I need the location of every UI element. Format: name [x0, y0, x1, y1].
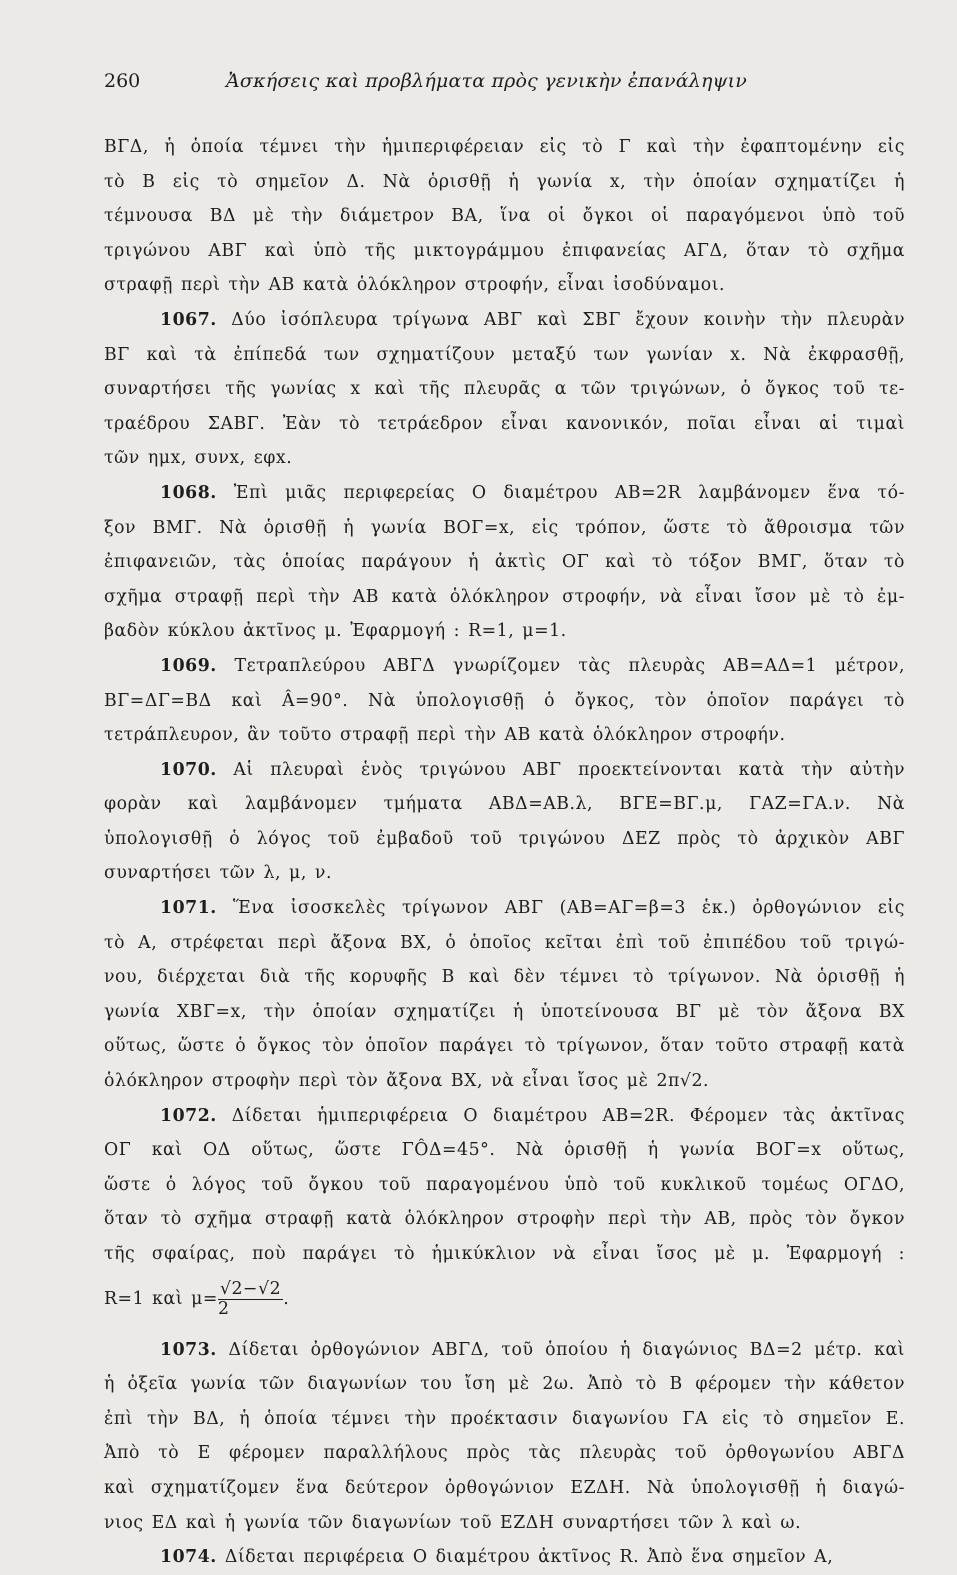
- text-line: ἐπιφανειῶν, τὰς ὁποίας παράγουν ἡ ἀκτὶς ΟΓ καὶ τὸ τόξον ΒΜΓ, ὅταν τὸ: [104, 552, 905, 573]
- problem-number: 1068.: [160, 482, 217, 503]
- problem-number: 1069.: [160, 655, 217, 676]
- text-line: συναρτήσει τῶν λ, μ, ν.: [104, 863, 333, 884]
- text-line: ἡ ὀξεῖα γωνία τῶν διαγωνίων του ἴση μὲ 2ω. Ἀπὸ τὸ Β φέρομεν τὴν κάθετον: [104, 1374, 905, 1395]
- text-line: βαδὸν κύκλου ἀκτῖνος μ. Ἐφαρμογή : R=1, μ=1.: [104, 621, 567, 642]
- text-line: ἐπὶ τὴν ΒΔ, ἡ ὁποία τέμνει τὴν προέκτασιν διαγωνίου ΓΑ εἰς τὸ σημεῖον Ε.: [104, 1408, 905, 1429]
- text-line: ὁλόκληρον στροφὴν περὶ τὸν ἄξονα ΒΧ, νὰ εἶναι ἴσος μὲ 2π√2.: [104, 1071, 710, 1092]
- continuation-paragraph: [104, 130, 905, 303]
- problem-number: 1071.: [160, 898, 217, 919]
- problem-number: 1074.: [160, 1547, 217, 1568]
- formula-lhs: R=1 καὶ μ=: [104, 1288, 218, 1309]
- problem-1070: [104, 753, 905, 891]
- page-header: [104, 70, 905, 108]
- problem-number: 1072.: [160, 1105, 217, 1126]
- text-line: ὑπολογισθῇ ὁ λόγος τοῦ ἐμβαδοῦ τοῦ τριγώνου ΔΕΖ πρὸς τὸ ἀρχικὸν ΑΒΓ: [104, 828, 905, 849]
- problem-text: Αἱ πλευραὶ ἑνὸς τριγώνου ΑΒΓ προεκτείνονται κατὰ τὴν αὐτὴν: [233, 759, 906, 780]
- text-line: τραέδρου ΣΑΒΓ. Ἐὰν τὸ τετράεδρον εἶναι κανονικόν, ποῖαι εἶναι αἱ τιμαὶ: [104, 413, 905, 434]
- fraction-denominator: 2: [217, 1298, 230, 1319]
- problem-number: 1067.: [160, 309, 217, 330]
- text-line: [104, 1333, 905, 1368]
- problem-number: 1073.: [160, 1339, 217, 1360]
- text-line: τῆς σφαίρας, ποὺ παράγει τὸ ἡμικύκλιον νὰ εἶναι ἴσος μὲ μ. Ἐφαρμογή :: [104, 1244, 905, 1264]
- problem-text: Δίδεται ἡμιπεριφέρεια Ο διαμέτρου ΑΒ=2R. Φέρομεν τὰς ἀκτῖνας: [231, 1105, 905, 1126]
- text-line: τέμνουσα ΒΔ μὲ τὴν διάμετρον ΒΑ, ἵνα οἱ ὄγκοι οἱ παραγόμενοι ὑπὸ τοῦ: [104, 206, 905, 227]
- problem-1074: [104, 1540, 905, 1575]
- text-line: οὕτως, ὥστε ὁ ὄγκος τὸν ὁποῖον παράγει τὸ τρίγωνον, ὅταν τοῦτο στραφῇ κατὰ: [104, 1036, 905, 1057]
- text-line: νου, διέρχεται διὰ τῆς κορυφῆς Β καὶ δὲν τέμνει τὸ τρίγωνον. Νὰ ὁρισθῇ ἡ: [104, 967, 905, 988]
- formula-fraction: [218, 1280, 283, 1319]
- problem-1069: [104, 649, 905, 753]
- text-line: Ἀπὸ τὸ Ε φέρομεν παραλλήλους πρὸς τὰς πλευρὰς τοῦ ὀρθογωνίου ΑΒΓΔ: [104, 1443, 905, 1464]
- text-line: φορὰν καὶ λαμβάνομεν τμήματα ΑΒΔ=ΑΒ.λ, ΒΓΕ=ΒΓ.μ, ΓΑΖ=ΓΑ.ν. Νὰ: [104, 794, 905, 815]
- text-line: [104, 1540, 905, 1575]
- problem-1073: [104, 1333, 905, 1541]
- text-line: [104, 649, 905, 684]
- problem-1072: [104, 1099, 905, 1319]
- text-line: [104, 1099, 905, 1134]
- text-line: ΒΓΔ, ἡ ὁποία τέμνει τὴν ἡμιπεριφέρειαν εἰς τὸ Γ καὶ τὴν ἐφαπτομένην εἰς: [104, 137, 905, 157]
- text-line: νιος ΕΔ καὶ ἡ γωνία τῶν διαγωνίων τοῦ ΕΖΔΗ συναρτήσει τῶν λ καὶ ω.: [104, 1512, 802, 1533]
- text-line: τὸ Β εἰς τὸ σημεῖον Δ. Νὰ ὁρισθῇ ἡ γωνία x, τὴν ὁποίαν σχηματίζει ἡ: [104, 171, 905, 192]
- text-line: [104, 891, 905, 926]
- text-line: [104, 753, 905, 788]
- formula-end: .: [283, 1288, 290, 1309]
- text-line: ΒΓ καὶ τὰ ἐπίπεδά των σχηματίζουν μεταξύ των γωνίαν x. Νὰ ἐκφρασθῇ,: [104, 344, 905, 365]
- problem-text: Τετραπλεύρου ΑΒΓΔ γνωρίζομεν τὰς πλευρὰς ΑΒ=ΑΔ=1 μέτρον,: [234, 655, 905, 676]
- text-line: σχῆμα στραφῇ περὶ τὴν ΑΒ κατὰ ὁλόκληρον στροφήν, νὰ εἶναι ἴσον μὲ τὸ ἐμ-: [104, 586, 905, 607]
- problem-text: Δίδεται ὀρθογώνιον ΑΒΓΔ, τοῦ ὁποίου ἡ διαγώνιος ΒΔ=2 μέτρ. καὶ: [228, 1339, 906, 1360]
- text-line: καὶ σχηματίζομεν ἕνα δεύτερον ὀρθογώνιον ΕΖΔΗ. Νὰ ὑπολογισθῇ ἡ διαγώ-: [104, 1478, 905, 1498]
- problem-1067: [104, 303, 905, 476]
- problem-1068: [104, 476, 905, 649]
- text-line: ξον ΒΜΓ. Νὰ ὁρισθῇ ἡ γωνία ΒΟΓ=x, εἰς τρόπον, ὥστε τὸ ἄθροισμα τῶν: [104, 517, 905, 538]
- page-number: 260: [104, 70, 141, 92]
- text-line: ὥστε ὁ λόγος τοῦ ὄγκου τοῦ παραγομένου ὑπὸ τοῦ κυκλικοῦ τομέως ΟΓΔΟ,: [104, 1174, 905, 1195]
- page-body: [104, 130, 905, 1575]
- text-line: γωνία ΧΒΓ=x, τὴν ὁποίαν σχηματίζει ἡ ὑποτείνουσα ΒΓ μὲ τὸν ἄξονα ΒΧ: [104, 1001, 905, 1022]
- text-line: τῶν ημx, συνx, εφx.: [104, 448, 293, 469]
- text-line: στραφῇ περὶ τὴν ΑΒ κατὰ ὁλόκληρον στροφήν, εἶναι ἰσοδύναμοι.: [104, 275, 726, 296]
- problem-text: Δύο ἰσόπλευρα τρίγωνα ΑΒΓ καὶ ΣΒΓ ἔχουν κοινὴν τὴν πλευρὰν: [231, 309, 906, 330]
- formula-line: [104, 1280, 905, 1319]
- problem-number: 1070.: [160, 759, 217, 780]
- fraction-numerator: √2−√2: [219, 1278, 282, 1299]
- text-line: [104, 303, 905, 338]
- text-line: τετράπλευρον, ἂν τοῦτο στραφῇ περὶ τὴν ΑΒ κατὰ ὁλόκληρον στροφήν.: [104, 725, 786, 746]
- text-line: ΒΓ=ΔΓ=ΒΔ καὶ Â=90°. Νὰ ὑπολογισθῇ ὁ ὄγκος, τὸν ὁποῖον παράγει τὸ: [104, 690, 905, 711]
- text-line: ὅταν τὸ σχῆμα στραφῇ κατὰ ὁλόκληρον στροφὴν περὶ τὴν ΑΒ, πρὸς τὸν ὄγκον: [104, 1209, 905, 1230]
- problem-text: Δίδεται περιφέρεια Ο διαμέτρου ἀκτῖνος R. Ἀπὸ ἕνα σημεῖον Α,: [224, 1547, 834, 1568]
- problem-text: Ἐπὶ μιᾶς περιφερείας Ο διαμέτρου ΑΒ=2R λαμβάνομεν ἕνα τό-: [233, 482, 905, 503]
- problem-text: Ἕνα ἰσοσκελὲς τρίγωνον ΑΒΓ (ΑΒ=ΑΓ=β=3 ἑκ.) ὀρθογώνιον εἰς: [232, 898, 905, 919]
- text-line: ΟΓ καὶ ΟΔ οὕτως, ὥστε ΓÔΔ=45°. Νὰ ὁρισθῇ ἡ γωνία ΒΟΓ=x οὕτως,: [104, 1140, 905, 1161]
- text-line: τριγώνου ΑΒΓ καὶ ὑπὸ τῆς μικτογράμμου ἐπιφανείας ΑΓΔ, ὅταν τὸ σχῆμα: [104, 240, 905, 261]
- text-line: συναρτήσει τῆς γωνίας x καὶ τῆς πλευρᾶς α τῶν τριγώνων, ὁ ὄγκος τοῦ τε-: [104, 379, 905, 400]
- text-line: τὸ Α, στρέφεται περὶ ἄξονα ΒΧ, ὁ ὁποῖος κεῖται ἐπὶ τοῦ ἐπιπέδου τοῦ τριγώ-: [104, 932, 905, 953]
- running-title: Ἀσκήσεις καὶ προβλήματα πρὸς γενικὴν ἐπανάληψιν: [226, 70, 748, 92]
- text-line: [104, 476, 905, 511]
- problem-1071: [104, 891, 905, 1099]
